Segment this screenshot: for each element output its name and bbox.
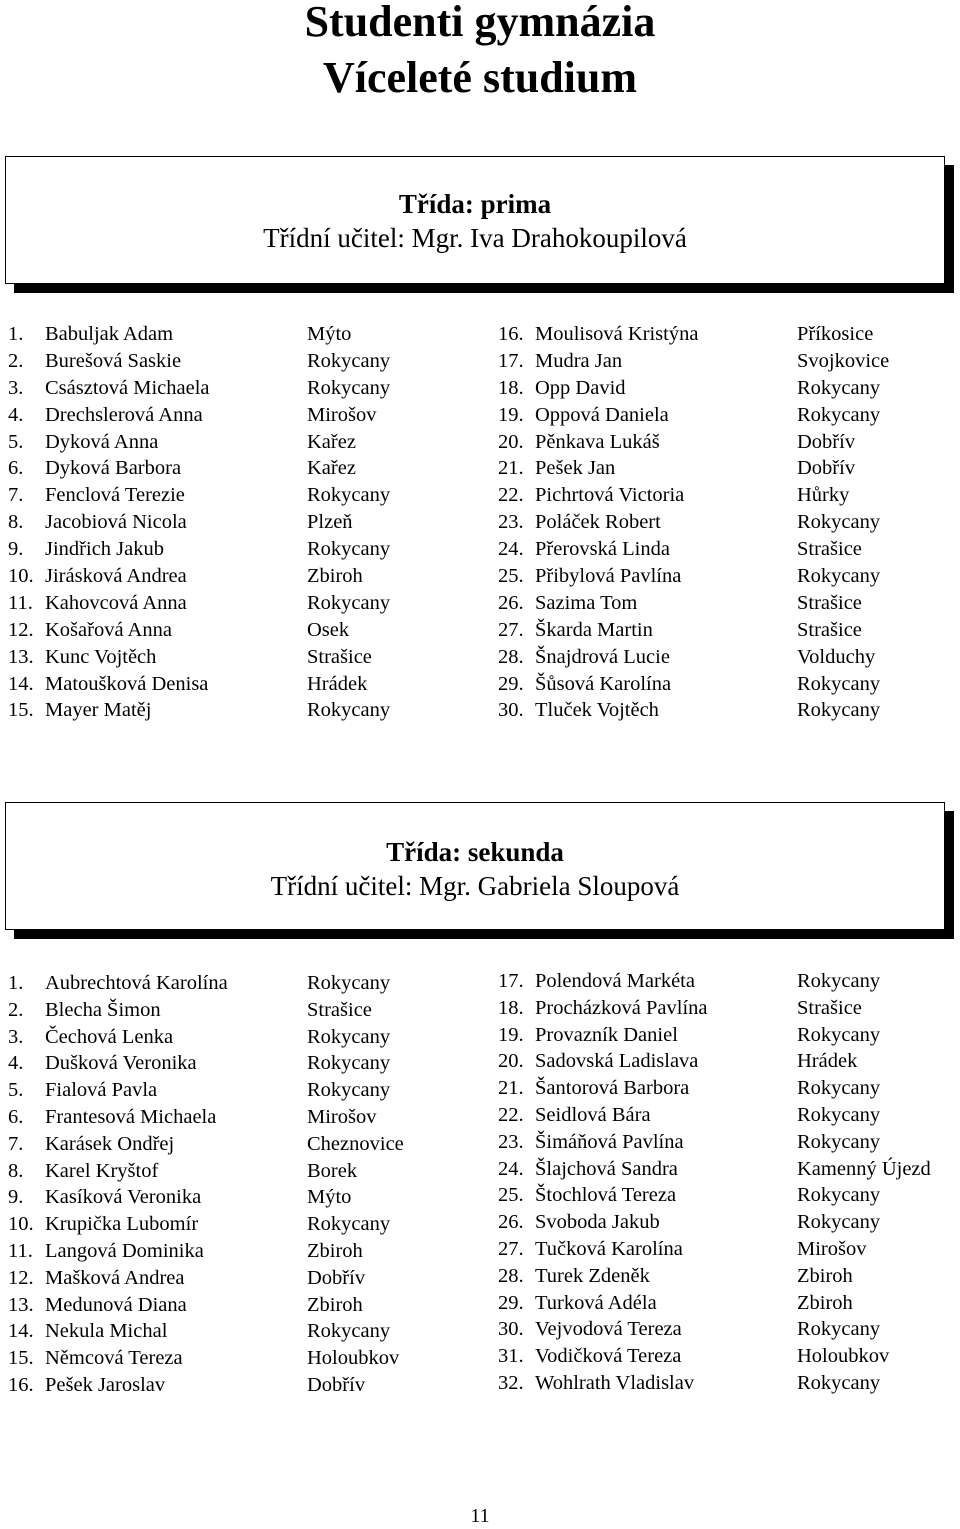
- student-name: Császtová Michaela: [45, 376, 210, 399]
- student-number: 29.: [498, 1291, 524, 1314]
- list-item: [498, 671, 958, 698]
- list-item: [498, 1048, 958, 1075]
- student-town: Rokycany: [307, 1320, 391, 1343]
- student-town: Holoubkov: [797, 1345, 890, 1368]
- list-item: [498, 375, 958, 402]
- student-name: Karásek Ondřej: [45, 1132, 175, 1155]
- student-number: 24.: [498, 538, 524, 561]
- list-item: [498, 321, 958, 348]
- student-town: Rokycany: [797, 1130, 881, 1153]
- list-item: [8, 1292, 478, 1319]
- student-name: Aubrechtová Karolína: [45, 972, 228, 994]
- student-town: Strašice: [307, 998, 372, 1021]
- page-number: 11: [470, 1505, 490, 1527]
- list-item: [8, 1158, 478, 1185]
- student-number: 19.: [498, 403, 524, 426]
- student-town: Rokycany: [307, 376, 391, 399]
- student-town: Kamenný Újezd: [797, 1157, 931, 1180]
- list-item: [8, 1184, 478, 1211]
- student-town: Rokycany: [797, 1318, 881, 1341]
- student-name: Čechová Lenka: [45, 1025, 174, 1048]
- list-item: [498, 429, 958, 456]
- list-item: [498, 1236, 958, 1263]
- list-item: [8, 482, 478, 509]
- student-name: Babuljak Adam: [45, 323, 174, 345]
- student-name: Košařová Anna: [45, 618, 172, 641]
- list-item: [8, 1265, 478, 1292]
- student-list-sekunda-left: [8, 970, 478, 1399]
- list-item: [498, 455, 958, 482]
- student-name: Jindřich Jakub: [45, 538, 164, 561]
- student-number: 27.: [498, 618, 524, 641]
- student-number: 7.: [8, 1132, 24, 1155]
- student-town: Zbiroh: [797, 1291, 853, 1314]
- student-name: Šůsová Karolína: [535, 672, 672, 695]
- student-number: 23.: [498, 1130, 524, 1153]
- student-name: Wohlrath Vladislav: [535, 1371, 695, 1394]
- student-town: Mirošov: [307, 403, 377, 426]
- student-list-sekunda-right: [498, 968, 958, 1397]
- class-name: Třída: sekunda: [386, 837, 564, 867]
- student-number: 9.: [8, 538, 24, 561]
- student-name: Přibylová Pavlína: [535, 565, 682, 588]
- student-name: Němcová Tereza: [45, 1347, 183, 1370]
- student-name: Fenclová Terezie: [45, 484, 185, 507]
- list-item: [8, 1050, 478, 1077]
- student-number: 6.: [8, 1105, 24, 1128]
- student-name: Pešek Jan: [535, 457, 616, 480]
- student-number: 25.: [498, 565, 524, 588]
- student-number: 22.: [498, 484, 524, 507]
- student-name: Sadovská Ladislava: [535, 1050, 699, 1073]
- list-item: [498, 1263, 958, 1290]
- student-number: 3.: [8, 1025, 24, 1048]
- student-name: Seidlová Bára: [535, 1103, 651, 1126]
- student-number: 31.: [498, 1345, 524, 1368]
- student-number: 10.: [8, 1213, 34, 1236]
- list-item: [498, 644, 958, 671]
- student-number: 32.: [498, 1371, 524, 1394]
- student-number: 16.: [8, 1373, 34, 1396]
- student-name: Šantorová Barbora: [535, 1077, 690, 1100]
- student-number: 16.: [498, 323, 524, 345]
- student-name: Přerovská Linda: [535, 538, 670, 561]
- student-number: 27.: [498, 1237, 524, 1260]
- student-name: Langová Dominika: [45, 1239, 204, 1262]
- student-number: 20.: [498, 1050, 524, 1073]
- student-name: Škarda Martin: [535, 618, 653, 641]
- student-number: 5.: [8, 1079, 24, 1102]
- student-town: Rokycany: [797, 565, 881, 588]
- student-town: Zbiroh: [307, 565, 363, 588]
- list-item: [8, 1077, 478, 1104]
- student-town: Mýto: [307, 323, 352, 345]
- student-town: Borek: [307, 1159, 358, 1182]
- student-name: Burešová Saskie: [45, 349, 182, 372]
- student-town: Strašice: [797, 996, 862, 1019]
- student-name: Pešek Jaroslav: [45, 1373, 166, 1396]
- student-name: Dyková Anna: [45, 430, 159, 453]
- student-number: 28.: [498, 645, 524, 668]
- list-item: [498, 1075, 958, 1102]
- student-town: Rokycany: [797, 376, 881, 399]
- class-teacher: Třídní učitel: Mgr. Iva Drahokoupilová: [263, 223, 687, 253]
- list-item: [8, 644, 478, 671]
- list-item: [498, 563, 958, 590]
- student-name: Provazník Daniel: [535, 1023, 678, 1046]
- student-number: 4.: [8, 1052, 24, 1075]
- student-town: Rokycany: [307, 1052, 391, 1075]
- student-town: Rokycany: [797, 970, 881, 992]
- list-item: [498, 1209, 958, 1236]
- student-name: Jirásková Andrea: [45, 565, 187, 588]
- student-name: Jacobiová Nicola: [45, 511, 187, 534]
- class-header-sekunda: [5, 802, 945, 930]
- list-item: [8, 348, 478, 375]
- student-number: 21.: [498, 1077, 524, 1100]
- student-number: 12.: [8, 618, 34, 641]
- student-name: Svoboda Jakub: [535, 1211, 660, 1234]
- student-name: Medunová Diana: [45, 1293, 187, 1316]
- list-item: [8, 1104, 478, 1131]
- student-town: Zbiroh: [307, 1239, 363, 1262]
- student-town: Rokycany: [307, 1025, 391, 1048]
- student-name: Pichrtová Victoria: [535, 484, 685, 507]
- student-town: Svojkovice: [797, 349, 890, 372]
- list-item: [8, 1211, 478, 1238]
- student-town: Rokycany: [797, 1023, 881, 1046]
- student-number: 8.: [8, 511, 24, 534]
- page-title: [0, 0, 960, 106]
- student-number: 2.: [8, 998, 24, 1021]
- student-name: Krupička Lubomír: [45, 1213, 199, 1236]
- student-name: Tluček Vojtěch: [535, 699, 659, 722]
- student-name: Dušková Veronika: [45, 1052, 197, 1075]
- list-item: [8, 321, 478, 348]
- list-item: [8, 375, 478, 402]
- student-name: Pěnkava Lukáš: [535, 430, 660, 453]
- student-name: Turková Adéla: [535, 1291, 657, 1314]
- student-number: 30.: [498, 1318, 524, 1341]
- page-title-line-1: Studenti gymnázia: [304, 0, 656, 46]
- student-number: 23.: [498, 511, 524, 534]
- student-town: Rokycany: [307, 349, 391, 372]
- student-name: Procházková Pavlína: [535, 996, 708, 1019]
- student-name: Tučková Karolína: [535, 1237, 683, 1260]
- student-name: Oppová Daniela: [535, 403, 669, 426]
- class-name: Třída: prima: [398, 189, 552, 219]
- list-item: [498, 697, 958, 724]
- student-town: Rokycany: [797, 511, 881, 534]
- student-name: Šimáňová Pavlína: [535, 1130, 684, 1153]
- list-item: [8, 563, 478, 590]
- list-item: [8, 1345, 478, 1372]
- student-town: Dobřív: [307, 1373, 366, 1396]
- student-town: Plzeň: [307, 511, 353, 534]
- student-town: Strašice: [797, 618, 862, 641]
- student-name: Polendová Markéta: [535, 970, 695, 992]
- student-name: Drechslerová Anna: [45, 403, 203, 426]
- list-item: [498, 1370, 958, 1397]
- student-town: Holoubkov: [307, 1347, 400, 1370]
- list-item: [8, 1318, 478, 1345]
- list-item: [498, 1182, 958, 1209]
- student-number: 11.: [8, 591, 33, 614]
- list-item: [498, 1316, 958, 1343]
- list-item: [8, 455, 478, 482]
- student-number: 3.: [8, 376, 24, 399]
- student-number: 1.: [8, 972, 24, 994]
- student-name: Frantesová Michaela: [45, 1105, 217, 1128]
- student-name: Šlajchová Sandra: [535, 1157, 678, 1180]
- student-town: Rokycany: [307, 484, 391, 507]
- student-town: Strašice: [797, 538, 862, 561]
- list-item: [8, 1372, 478, 1399]
- student-name: Kasíková Veronika: [45, 1186, 202, 1209]
- student-name: Mudra Jan: [535, 349, 623, 372]
- list-item: [498, 617, 958, 644]
- student-town: Rokycany: [797, 699, 881, 722]
- student-name: Mayer Matěj: [45, 699, 152, 722]
- student-name: Kahovcová Anna: [45, 591, 187, 614]
- list-item: [498, 509, 958, 536]
- student-list-prima-right: [498, 321, 958, 724]
- list-item: [498, 1156, 958, 1183]
- list-item: [8, 590, 478, 617]
- student-number: 18.: [498, 996, 524, 1019]
- student-name: Blecha Šimon: [45, 998, 161, 1021]
- student-number: 25.: [498, 1184, 524, 1207]
- list-item: [8, 697, 478, 724]
- student-town: Zbiroh: [307, 1293, 363, 1316]
- student-number: 18.: [498, 376, 524, 399]
- student-town: Hrádek: [307, 672, 368, 695]
- student-name: Nekula Michal: [45, 1320, 168, 1343]
- student-number: 5.: [8, 430, 24, 453]
- student-name: Vodičková Tereza: [535, 1345, 682, 1368]
- student-number: 9.: [8, 1186, 24, 1209]
- student-name: Mašková Andrea: [45, 1266, 185, 1289]
- student-number: 7.: [8, 484, 24, 507]
- list-item: [498, 995, 958, 1022]
- student-number: 8.: [8, 1159, 24, 1182]
- list-item: [498, 482, 958, 509]
- student-number: 4.: [8, 403, 24, 426]
- student-number: 28.: [498, 1264, 524, 1287]
- list-item: [498, 1022, 958, 1049]
- list-item: [498, 402, 958, 429]
- list-item: [8, 509, 478, 536]
- student-number: 29.: [498, 672, 524, 695]
- list-item: [8, 1131, 478, 1158]
- list-item: [8, 997, 478, 1024]
- student-name: Fialová Pavla: [45, 1079, 158, 1102]
- student-name: Šnajdrová Lucie: [535, 645, 670, 668]
- list-item: [8, 536, 478, 563]
- student-town: Zbiroh: [797, 1264, 853, 1287]
- student-number: 13.: [8, 1293, 34, 1316]
- student-number: 30.: [498, 699, 524, 722]
- student-town: Dobřív: [797, 457, 856, 480]
- student-number: 24.: [498, 1157, 524, 1180]
- student-name: Dyková Barbora: [45, 457, 182, 480]
- student-number: 20.: [498, 430, 524, 453]
- list-item: [498, 590, 958, 617]
- student-number: 19.: [498, 1023, 524, 1046]
- list-item: [498, 1343, 958, 1370]
- student-town: Kařez: [307, 457, 356, 480]
- list-item: [8, 429, 478, 456]
- student-town: Rokycany: [797, 1371, 881, 1394]
- list-item: [8, 1238, 478, 1265]
- student-name: Moulisová Kristýna: [535, 323, 699, 345]
- student-town: Rokycany: [797, 403, 881, 426]
- student-number: 13.: [8, 645, 34, 668]
- student-town: Rokycany: [307, 538, 391, 561]
- student-number: 21.: [498, 457, 524, 480]
- student-name: Opp David: [535, 376, 626, 399]
- student-number: 1.: [8, 323, 24, 345]
- student-town: Rokycany: [797, 672, 881, 695]
- student-town: Rokycany: [797, 1103, 881, 1126]
- student-town: Rokycany: [797, 1077, 881, 1100]
- student-number: 26.: [498, 1211, 524, 1234]
- page-title-line-2: Víceleté studium: [322, 53, 638, 102]
- student-town: Mirošov: [797, 1237, 867, 1260]
- list-item: [498, 536, 958, 563]
- class-header-prima: [5, 156, 945, 284]
- student-number: 15.: [8, 699, 34, 722]
- list-item: [498, 1102, 958, 1129]
- student-town: Strašice: [307, 645, 372, 668]
- student-town: Mýto: [307, 1186, 352, 1209]
- student-number: 15.: [8, 1347, 34, 1370]
- student-town: Rokycany: [307, 972, 391, 994]
- list-item: [8, 970, 478, 997]
- student-name: Kunc Vojtěch: [45, 645, 157, 668]
- student-number: 12.: [8, 1266, 34, 1289]
- student-town: Dobřív: [307, 1266, 366, 1289]
- student-number: 14.: [8, 672, 34, 695]
- student-number: 17.: [498, 970, 524, 992]
- student-number: 17.: [498, 349, 524, 372]
- list-item: [498, 348, 958, 375]
- list-item: [8, 617, 478, 644]
- student-name: Poláček Robert: [535, 511, 661, 534]
- student-town: Rokycany: [797, 1211, 881, 1234]
- list-item: [8, 671, 478, 698]
- student-number: 26.: [498, 591, 524, 614]
- student-town: Hrádek: [797, 1050, 858, 1073]
- student-town: Osek: [307, 618, 350, 641]
- class-teacher: Třídní učitel: Mgr. Gabriela Sloupová: [270, 871, 680, 901]
- student-name: Sazima Tom: [535, 591, 638, 614]
- student-town: Hůrky: [797, 484, 850, 507]
- list-item: [8, 1024, 478, 1051]
- student-name: Karel Kryštof: [45, 1159, 159, 1182]
- student-list-prima-left: [8, 321, 478, 724]
- student-name: Vejvodová Tereza: [535, 1318, 682, 1341]
- student-town: Rokycany: [307, 699, 391, 722]
- student-town: Rokycany: [307, 591, 391, 614]
- list-item: [498, 968, 958, 995]
- student-town: Kařez: [307, 430, 356, 453]
- student-town: Strašice: [797, 591, 862, 614]
- student-town: Rokycany: [307, 1213, 391, 1236]
- student-town: Příkosice: [797, 323, 874, 345]
- student-town: Rokycany: [797, 1184, 881, 1207]
- student-number: 11.: [8, 1239, 33, 1262]
- student-name: Turek Zdeněk: [535, 1264, 650, 1287]
- student-number: 6.: [8, 457, 24, 480]
- list-item: [498, 1290, 958, 1317]
- student-number: 22.: [498, 1103, 524, 1126]
- student-town: Volduchy: [797, 645, 876, 668]
- student-number: 10.: [8, 565, 34, 588]
- student-number: 2.: [8, 349, 24, 372]
- list-item: [498, 1129, 958, 1156]
- student-name: Štochlová Tereza: [535, 1184, 677, 1207]
- student-town: Cheznovice: [307, 1132, 404, 1155]
- student-town: Mirošov: [307, 1105, 377, 1128]
- student-town: Dobřív: [797, 430, 856, 453]
- student-number: 14.: [8, 1320, 34, 1343]
- student-name: Matoušková Denisa: [45, 672, 209, 695]
- list-item: [8, 402, 478, 429]
- student-town: Rokycany: [307, 1079, 391, 1102]
